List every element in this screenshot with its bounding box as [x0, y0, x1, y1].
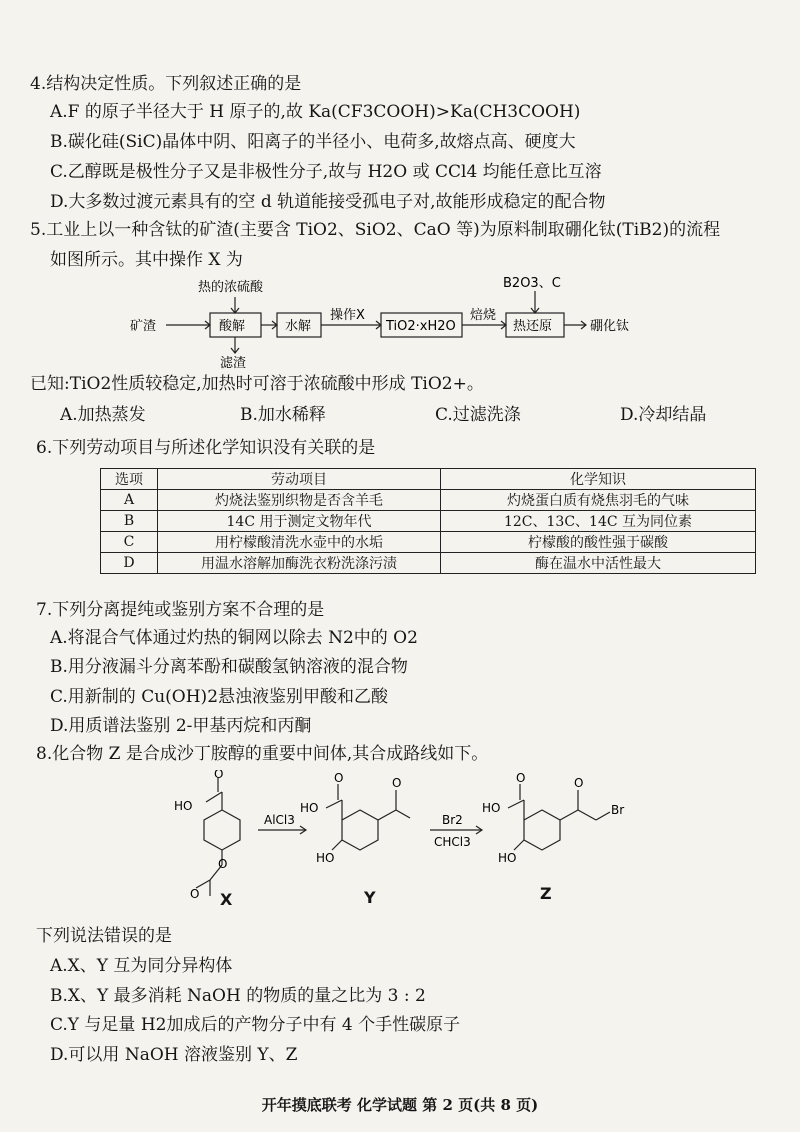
cell-option: D — [101, 553, 158, 574]
cell-labor: 用柠檬酸清洗水壶中的水垢 — [158, 532, 441, 553]
table-row — [101, 490, 756, 511]
header-knowledge: 化学知识 — [441, 469, 756, 490]
q8-option-c: C.Y 与足量 H2加成后的产物分子中有 4 个手性碳原子 — [50, 1015, 461, 1035]
q4-option-c: C.乙醇既是极性分子又是非极性分子,故与 H2O 或 CCl4 均能任意比互溶 — [50, 162, 602, 182]
y-oxygen-ketone: O — [392, 776, 402, 790]
y-ho: HO — [300, 801, 319, 815]
flow-product: 硼化钛 — [590, 319, 630, 334]
x-ho: HO — [174, 799, 193, 813]
q7-option-d: D.用质谱法鉴别 2-甲基丙烷和丙酮 — [50, 716, 312, 736]
flow-box3-label: TiO2·xH2O — [386, 319, 456, 334]
x-oxygen-carbonyl: O — [190, 887, 200, 901]
y-ho-phenol: HO — [316, 851, 335, 865]
q4-option-d: D.大多数过渡元素具有的空 d 轨道能接受孤电子对,故能形成稳定的配合物 — [50, 192, 606, 212]
flow-calcine: 焙烧 — [470, 308, 497, 323]
table-row — [101, 532, 756, 553]
q5-option-d: D.冷却结晶 — [620, 405, 707, 425]
q5-known: 已知:TiO2性质较稳定,加热时可溶于浓硫酸中形成 TiO2+。 — [30, 374, 484, 394]
z-ho: HO — [482, 801, 501, 815]
q4-stem: 4.结构决定性质。下列叙述正确的是 — [30, 74, 302, 94]
q6-stem: 6.下列劳动项目与所述化学知识没有关联的是 — [36, 438, 376, 458]
z-oxygen-ketone: O — [574, 776, 584, 790]
q4-option-a: A.F 的原子半径大于 H 原子的,故 Ka(CF3COOH)>Ka(CH3COOH) — [50, 102, 581, 122]
ring-z — [524, 810, 560, 850]
q5-stem-1: 5.工业上以一种含钛的矿渣(主要含 TiO2、SiO2、CaO 等)为原料制取硼化钛(TiB2)的流程 — [30, 220, 721, 240]
cell-option: A — [101, 490, 158, 511]
q7-option-c: C.用新制的 Cu(OH)2悬浊液鉴别甲酸和乙酸 — [50, 687, 389, 707]
q5-option-a: A.加热蒸发 — [60, 405, 146, 425]
reagent-alcl3: AlCl3 — [264, 813, 295, 827]
cell-labor: 14C 用于测定文物年代 — [158, 511, 441, 532]
label-y: Y — [364, 888, 376, 907]
z-oxygen: O — [516, 771, 526, 785]
reagent-chcl3: CHCl3 — [434, 835, 471, 849]
q8-option-a: A.X、Y 互为同分异构体 — [50, 956, 233, 976]
x-oxygen-ester: O — [218, 857, 228, 871]
q7-option-a: A.将混合气体通过灼热的铜网以除去 N2中的 O2 — [50, 628, 418, 648]
y-oxygen: O — [334, 771, 344, 785]
cell-option: B — [101, 511, 158, 532]
label-z: Z — [540, 884, 552, 903]
cell-option: C — [101, 532, 158, 553]
z-bromine: Br — [611, 803, 625, 817]
q4-option-b: B.碳化硅(SiC)晶体中阴、阳离子的半径小、电荷多,故熔点高、硬度大 — [50, 132, 576, 152]
flow-input: 矿渣 — [130, 319, 157, 334]
flow-reagent: B2O3、C — [503, 276, 561, 291]
reagent-br2: Br2 — [442, 813, 463, 827]
flow-box2-label: 水解 — [285, 319, 312, 334]
page-footer: 开年摸底联考 化学试题 第 2 页(共 8 页) — [261, 1096, 539, 1114]
cell-labor: 用温水溶解加酶洗衣粉洗涤污渍 — [158, 553, 441, 574]
flow-acid: 热的浓硫酸 — [198, 280, 264, 295]
cell-knowledge: 12C、13C、14C 互为同位素 — [441, 511, 756, 532]
ring-x — [204, 810, 240, 850]
x-oxygen: O — [214, 770, 224, 781]
flow-box1-label: 酸解 — [219, 319, 246, 334]
cell-knowledge: 酶在温水中活性最大 — [441, 553, 756, 574]
q5-stem-2: 如图所示。其中操作 X 为 — [50, 250, 243, 270]
q6-table — [100, 468, 756, 574]
z-ho-phenol: HO — [498, 851, 517, 865]
q7-option-b: B.用分液漏斗分离苯酚和碳酸氢钠溶液的混合物 — [50, 657, 408, 677]
q5-option-c: C.过滤洗涤 — [435, 405, 521, 425]
q7-stem: 7.下列分离提纯或鉴别方案不合理的是 — [36, 600, 325, 620]
table-row — [101, 553, 756, 574]
q8-ask: 下列说法错误的是 — [36, 926, 172, 946]
q8-option-d: D.可以用 NaOH 溶液鉴别 Y、Z — [50, 1045, 298, 1065]
ring-y — [342, 810, 378, 850]
q5-option-b: B.加水稀释 — [240, 405, 326, 425]
process-flow-diagram — [130, 275, 650, 375]
table-row — [101, 511, 756, 532]
flow-residue: 滤渣 — [220, 356, 247, 371]
header-labor: 劳动项目 — [158, 469, 441, 490]
flow-opx: 操作X — [330, 308, 365, 323]
flow-box4-label: 热还原 — [513, 319, 553, 334]
table-header-row — [101, 469, 756, 490]
label-x: X — [220, 890, 233, 909]
cell-knowledge: 柠檬酸的酸性强于碳酸 — [441, 532, 756, 553]
q8-option-b: B.X、Y 最多消耗 NaOH 的物质的量之比为 3 : 2 — [50, 986, 426, 1006]
header-option: 选项 — [101, 469, 158, 490]
q8-stem: 8.化合物 Z 是合成沙丁胺醇的重要中间体,其合成路线如下。 — [36, 744, 489, 764]
synthesis-scheme — [170, 770, 630, 910]
cell-labor: 灼烧法鉴别织物是否含羊毛 — [158, 490, 441, 511]
cell-knowledge: 灼烧蛋白质有烧焦羽毛的气味 — [441, 490, 756, 511]
